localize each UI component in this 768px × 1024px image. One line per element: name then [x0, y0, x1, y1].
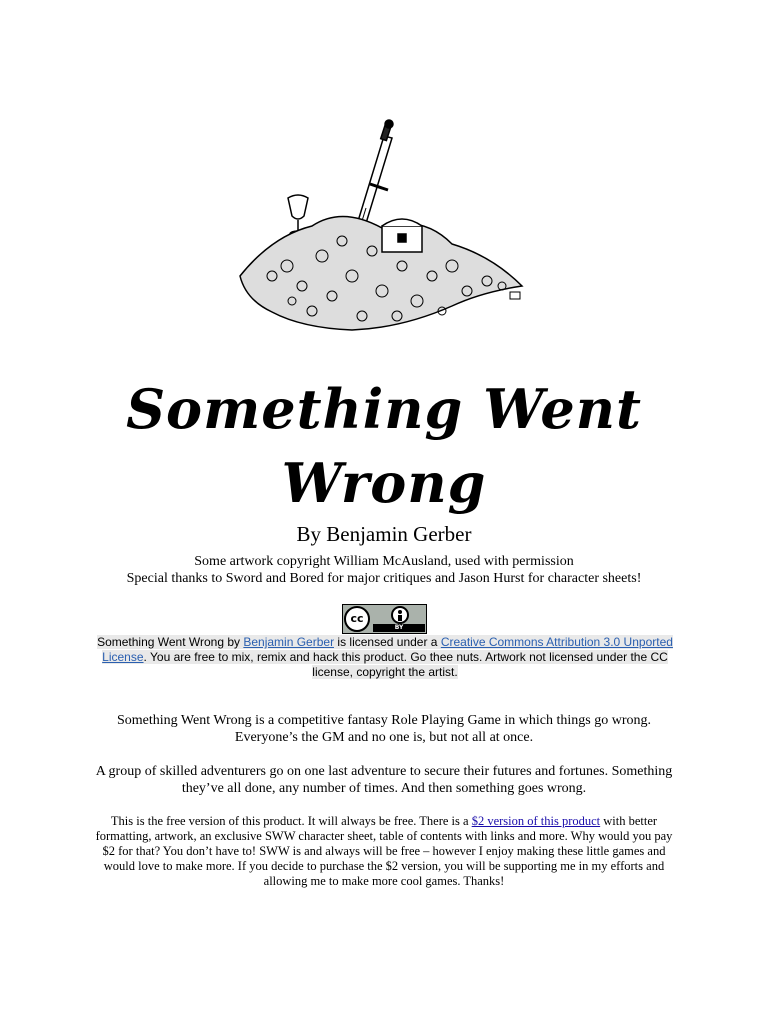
license-middle: is licensed under a: [334, 635, 441, 649]
premise-paragraph: A group of skilled adventurers go on one last adventure to secure their futures and fortunes. Something they’ve all done, any number of times. And then something goes wrong.: [95, 764, 673, 796]
author-link[interactable]: Benjamin Gerber: [243, 635, 335, 649]
free-version-suffix: with better formatting, artwork, an exclusive SWW character sheet, table of contents with links and more. Why would you pay $2 for that? You don’t have to! SWW is and always will be free – however I enjoy making these little games and would love to make more. If you decide to purchase the $2 version, you will be supporting me in my efforts and allowing me to make more cool games. Thanks!: [95, 814, 673, 888]
cc-icon: cc: [344, 606, 370, 632]
cc-license-link[interactable]: Creative Commons Attribution 3.0 Unported License: [102, 635, 673, 664]
intro-paragraph: Something Went Wrong is a competitive fantasy Role Playing Game in which things go wrong. Everyone’s the GM and no one is, but not all at once.: [117, 713, 651, 745]
paid-version-link[interactable]: $2 version of this product: [471, 814, 601, 828]
title-line-2: Wrong: [281, 451, 487, 515]
license-prefix: Something Went Wrong by: [97, 635, 244, 649]
free-version-paragraph: [90, 814, 678, 889]
treasure-pile-illustration: [232, 116, 534, 344]
license-suffix: . You are free to mix, remix and hack this product. Go thee nuts. Artwork not licensed under the CC license, copyright the artist.: [143, 650, 668, 679]
title-line-1: Something Went: [126, 377, 642, 441]
special-thanks: Special thanks to Sword and Bored for major critiques and Jason Hurst for character sheets!: [126, 571, 642, 586]
attribution-person-icon: [391, 606, 409, 624]
artwork-credit: Some artwork copyright William McAusland, used with permission: [194, 554, 574, 569]
cc-by-label: BY: [373, 624, 425, 632]
author-byline: By Benjamin Gerber: [296, 522, 472, 546]
license-notice: [90, 635, 680, 680]
creative-commons-badge[interactable]: [342, 604, 427, 634]
free-version-prefix: This is the free version of this product. It will always be free. There is a: [110, 814, 472, 828]
